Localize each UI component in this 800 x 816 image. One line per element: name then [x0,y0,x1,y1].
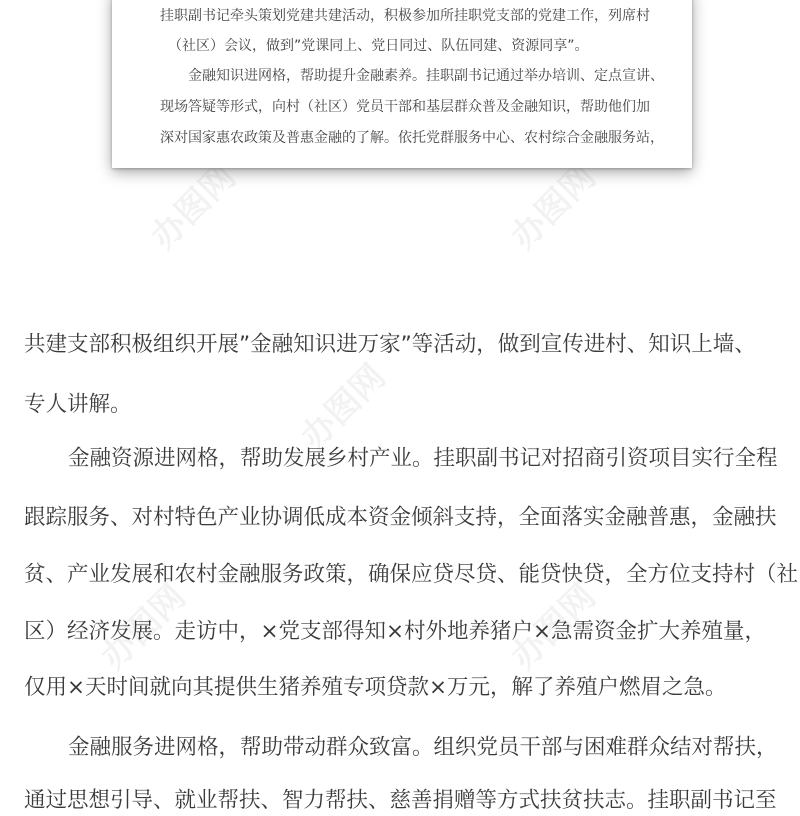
body-line: 区）经济发展。走访中，×党支部得知×村外地养猪户×急需资金扩大养殖量， [24,619,767,644]
body-line: 金融服务进网格，帮助带动群众致富。组织党员干部与困难群众结对帮扶， [68,735,778,760]
body-line: 跟踪服务、对村特色产业协调低成本资金倾斜支持，全面落实金融普惠，金融扶 [24,505,777,530]
preview-line: 挂职副书记牵头策划党建共建活动，积极参加所挂职党支部的党建工作，列席村 [160,8,650,24]
body-line: 仅用×天时间就向其提供生猪养殖专项贷款×万元，解了养殖户燃眉之急。 [24,675,727,700]
watermark: 办图网 [503,156,604,258]
preview-line: 现场答疑等形式，向村（社区）党员干部和基层群众普及金融知识，帮助他们加 [160,99,650,115]
preview-line: 金融知识进网格，帮助提升金融素养。挂职副书记通过举办培训、定点宣讲、 [188,68,664,84]
watermark: 办图网 [93,576,194,678]
preview-line: （社区）会议，做到”党课同上、党日同过、队伍同建、资源同享”。 [168,38,589,54]
body-line: 通过思想引导、就业帮扶、智力帮扶、慈善捐赠等方式扶贫扶志。挂职副书记至 [24,788,777,813]
watermark: 办图网 [143,156,244,258]
body-line: 专人讲解。 [24,392,132,417]
body-line: 共建支部积极组织开展”金融知识进万家”等活动，做到宣传进村、知识上墙、 [24,332,756,357]
watermark: 办图网 [503,576,604,678]
watermark: 办图网 [293,356,394,458]
body-line: 金融资源进网格，帮助发展乡村产业。挂职副书记对招商引资项目实行全程 [68,446,778,471]
preview-line: 深对国家惠农政策及普惠金融的了解。依托党群服务中心、农村综合金融服务站， [160,130,664,146]
document-preview-card [112,0,692,168]
body-line: 贫、产业发展和农村金融服务政策，确保应贷尽贷、能贷快贷，全方位支持村（社 [24,562,799,587]
